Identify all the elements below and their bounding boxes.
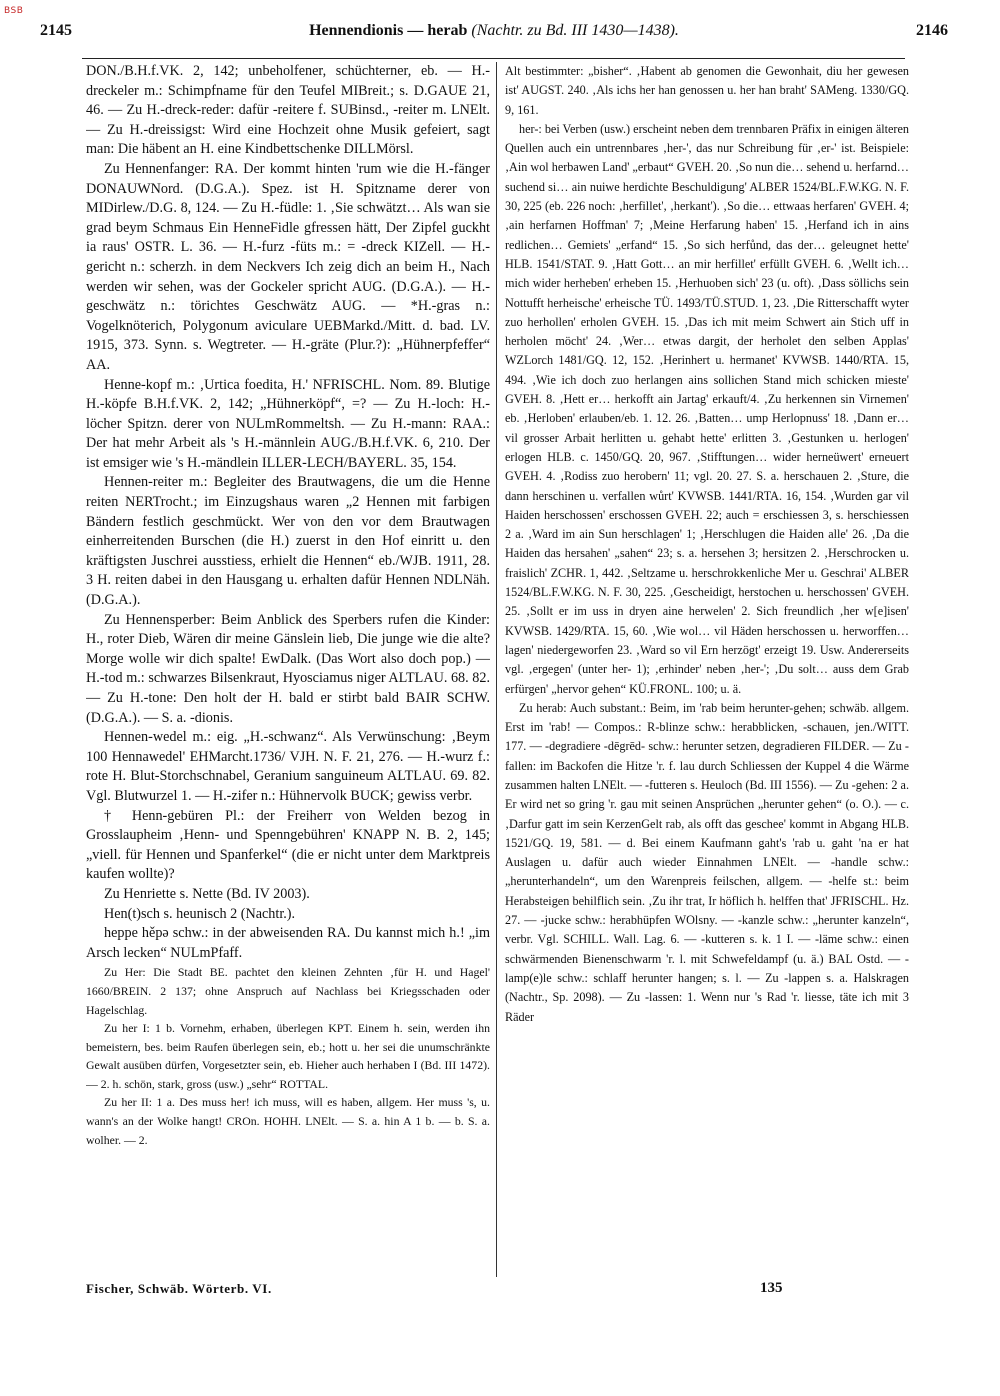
dictionary-entry: DON./B.H.f.VK. 2, 142; unbeholfener, schüchterner, eb. — H.-dreckeler m.: Schimpfname für den Teufel MIBreit.; s. D.GAUE 21, 46. — Zu H.-dreck-reder: dafür -reitere f. SUBinsd., -reiter m. LNElt. — Zu H.-dreissigst: Wird eine Hochzeit ohne Musik gefeiert, sagt man: Die häbent an H. eine Kindbettschenke DILLMörsl. — [86, 63, 490, 158]
dictionary-entry: Henne-kopf m.: ‚Urtica foedita, H.' NFRISCHL. Nom. 89. Blutige H.-köpfe B.H.f.VK. 2, 142; „Hühnerköpf“, =? — Zu H.-loch: H.-löcher Spitzn. derer von NULmRommeltsh. — Zu H.-mann: RAA.: Der hat mehr Arbeit als 's H.-männlein AUG./B.H.f.VK. 6, 210. Der ist emsiger wie 's H.-mändlein ILLER-LECH/BAYERL. 35, 154. — [86, 376, 490, 471]
dictionary-entry: Zu Hennenfanger: RA. Der kommt hinten 'rum wie die H.-fänger DONAUWNord. (D.G.A.). Spez. ist H. Spitzname derer von MIDirlew./D.G. 8, 124. — Zu H.-füdle: 1. ‚Sie schwätzt… Als wan sie grad beym Schmaus Ein HenneFidle gfressen hätt, Der Zipfel guckht ia raus' OSTR. L. 36. — H.-furz -füts m.: = -dreck KIZell. — H.-gericht n.: scherzh. in dem Neckvers Ich zeig dich an beim H., Nach werden wir sehen, was der Gockeler spricht AUG. (D.G.A.). — H.-geschwätz n.: törichtes Geschwätz AUG. — *H.-gras n.: Vogelknöterich, Polygonum aviculare UEBMarkd./Mitt. d. bad. LV. 1915, 373. Synn. s. Wegtreter. — H.-gräte (Plur.?): „Hühnerpfeffer“ AA. — [86, 160, 490, 373]
dictionary-entry: Hennen-wedel m.: eig. „H.-schwanz“. Als Verwünschung: ‚Beym 100 Hennawedel' EHMarcht.1736/ VJH. N. F. 21, 276. — H.-wurz f.: rote H. Blut-Storchschnabel, Geranium sanguineum ALTLAU. 69. 82. Vgl. Blutwurzel 1. — H.-zifer n.: Hühnervolk BUCK; gewiss verbr. — [86, 729, 490, 804]
dictionary-entry: Zu her I: 1 b. Vornehm, erhaben, überlegen KPT. Einem h. sein, werden ihn bemeistern, bes. beim Raufen überlegen sein, eb.; hott u. her sei die unumschränkte Gewalt ausüben dürfen, Vorgesetzter sein, eb. Hieher auch herhaben I (Bd. III 1472). — 2. h. schön, stark, gross (usw.) „sehr“ ROTTAL. — [86, 1021, 490, 1091]
dictionary-entry: Zu Her: Die Stadt BE. pachtet den kleinen Zehnten ‚für H. und Hagel' 1660/BREIN. 2 137; ohne Anspruch auf Nachlass bei Kriegsschaden oder Hagelschlag. — [86, 965, 490, 1017]
page-number-left: 2145 — [40, 22, 72, 39]
page-header — [40, 22, 948, 46]
library-stamp: BSB — [4, 6, 24, 16]
running-title-note: (Nachtr. zu Bd. III 1430—1438). — [471, 22, 679, 39]
footer-publication: Fischer, Schwäb. Wörterb. VI. — [86, 1281, 272, 1296]
dictionary-entry: Hen(t)sch s. heunisch 2 (Nachtr.). — [104, 905, 296, 922]
dictionary-entry: † Henn-gebüren Pl.: der Freiherr von Welden bezog in Grosslaupheim ‚Henn- und Spenngebühren' KNAPP N. B. 2, 145; „viell. für Hennen und Spanferkel“ (die er nicht unter dem Marktpreis kaufen wollte)? — [86, 807, 490, 883]
dictionary-entry: Alt bestimmter: „bisher“. ‚Habent ab genomen die Gewonhait, diu her gewesen ist' AUGST. 240. ‚Als ichs her han genossen u. her han braht' SAMeng. 1330/GQ. 9, 161. — [505, 64, 909, 117]
left-column — [86, 62, 490, 1277]
dictionary-entry: Zu herab: Auch substant.: Beim, im 'rab beim herunter-gehen; schwäb. allgem. Erst im 'rab! — Compos.: R-blinze schw.: herabblicken, -schauen, jen./WITT. 177. — -degradiere -dēgrēd- schw.: herunter setzen, degradieren FILDER. — Zu -fallen: im Backofen die Hitze 'r. f. lau durch Schliessen der Kuppel 4 die Wärme zusammen halten LNElt. — -futteren s. Heuloch (Bd. III 1556). — Zu -gehen: 2 a. Er wird net so gring 'r. gau mit seinen Ansprüchen „herunter gehen“ (o. O.). — c. ‚Darfur gatt im sein KerzenGelt rab, als offt das geschee' kommt in Abgang HLB. 1521/GQ. 19, 581. — d. Bei einem Kaufmann gaht's 'rab u. gaht 'na er hat Auslagen u. dafür auch wieder Einnahmen LNElt. — -handle schw.: „herunterhandeln“, um den Warenpreis feilschen, allgem. — -helfe st.: beim Herabsteigen behilflich sein. ‚Zu ihr trat, Ir höflich h. helffen that' JFRISCHL. Hz. 27. — -jucke schw.: herabhüpfen WOlsny. — -kanzle schw.: „herunter kanzeln“, verbr. Vgl. SCHILL. Wall. Lag. 6. — -kutteren s. k. 1 I. — -läme schw.: einen schwärmenden Bienenschwarm 'r. l. mit Schwefeldampf (u. ä.) BAL Ostd. — -lamp(e)le schw.: schlaff herunter hangen; s. l. — Zu -lappen s. a. Halskragen (Nachtr., Sp. 2098). — Zu -lassen: 1. Wenn nur 's Rad 'r. liesse, täte ich mit 3 Räder — [505, 700, 909, 1024]
column-separator — [496, 62, 497, 1277]
dictionary-entry: heppe hěpə schw.: in der abweisenden RA. Du kannst mich h.! „im Arsch lecken“ NULmPfaff. — [86, 925, 490, 961]
dictionary-entry: Hennen-reiter m.: Begleiter des Brautwagens, die um die Henne reiten NERTrocht.; im Einzugshaus waren „2 Hennen mit farbigen Bändern festlich geschmückt. Wer von den vor dem Brautwagen einherreitenden Burschen (die H.) zuerst in den Hof einritt u. den kräftigsten Juschrei ausstiess, erhielt die Hennen“ eb./WJB. 1911, 28. 3 H. reiten dabei in den Hausgang u. erhalten dafür Hennen NDLNäh. (D.G.A.). — [86, 474, 490, 609]
footer-sheet-number: 135 — [760, 1280, 783, 1296]
right-column — [505, 62, 909, 1277]
dictionary-entry: Zu her II: 1 a. Des muss her! ich muss, will es haben, allgem. Her muss 's, u. wann's an der Wolke hangt! CROn. HOHH. LNElt. — S. a. hin A 1 b. — b. S. a. wolher. — 2. — [86, 1095, 490, 1147]
dictionary-entry: Zu Henriette s. Nette (Bd. IV 2003). — [104, 885, 310, 902]
running-title — [40, 22, 948, 40]
running-title-main: Hennendionis — herab — [309, 22, 468, 39]
header-rule — [82, 58, 905, 59]
page-number-right: 2146 — [916, 22, 948, 39]
dictionary-entry: her-: bei Verben (usw.) erscheint neben dem trennbaren Präfix in einigen älteren Quellen auch ein untrennbares ‚her-', das nur Schreibung für ‚er-' ist. Beispiele: ‚Ain wol herbawen Land' „erbaut“ GVEH. 20. ‚So nun die… sehend u. herfarnd… suchend si… ain nuiwe herdichte Beschuldigung' ALBER 1524/BL.F.W.KG. N. F. 30, 225 (eb. 226 noch: ‚herfillet', ‚herkant'). ‚So die… ettwaas herfaren' GVEH. 4; ‚ain herfarnen Hoffman' 7; ‚Meine Herfarung haben' 15. ‚Herfand ich in ains redlichen… Gemiets' „erfand“ 15. ‚So sich herfůnd, das der… geleugnet hette' HLB. 1541/STAT. 9. ‚Hatt Gott… an mir herfillet' erfüllt GVEH. 6. ‚Wellt ich… mich wider herheben' erheben 15. ‚Herhuoben sich' 23 (u. oft). ‚Dass söllichs sein Nottufft herheische' erheische TÜ. 1493/TÜ.STUD. 1, 23. ‚Die Ritterschafft wyter zuo herhollen' erholen GVEH. 15. ‚Das ich mit meim Schwert ain Stich uff in herholen möcht' 24. ‚Wer… etwas dargit, der herholet den selben Applas' WZLorch 1481/GQ. 12, 152. ‚Herinhert u. hermanet' KVWSB. 1440/RTA. 15, 494. ‚Wie ich doch zuo herlangen ains sollichen Stand mich schicken mieste' GVEH. 8. ‚Hett er… herkofft ain Jartag' erkauft/4. ‚Zu herkennen sin Virnemen' eb. ‚Herloben' erlauben/eb. 1. 12. 26. ‚Batten… ump Herlopnuss' 18. ‚Dann er… vil grosser Arbait herlitten u. gehabt hette' erlitten 3. ‚Gestunken u. herlogen' erlogen HLB. c. 1450/GQ. 20, 967. ‚Stifftungen… wider herneüwert' erneuert GVEH. 4. ‚Rodiss zuo herobern' 11; vgl. 20. 27. S. a. herschauen 2. ‚Sture, die dann herschinen u. verfallen wůrt' KVWSB. 1441/RTA. 16, 154. ‚Wurden gar vil Haiden herschossen' erschossen GVEH. 22; auch = erschiessen 3, s. herschiessen 2 a. ‚Ward im ain Sun herschlagen' 1; ‚Herschlugen die Haiden alle' 26. ‚Da die Haiden das hersahen' „sahen“ 23; s. a. hersehen 3; hersitzen 2. ‚Herschrocken u. fraislich' ZCHR. 1, 442. ‚Seltzame u. herschrokkenliche Mer u. Geschrai' ALBER 1524/BL.F.W.KG. N. F. 30, 225. ‚Gescheidigt, herstochen u. herschossen' GVEH. 25. ‚Sollt er im uss in dryen aine herwelen' 2. Sich freundlich ‚her w[e]isen' KVWSB. 1429/RTA. 15, 60. ‚Wie wol… vil Häden herschossen u. herworffen… lagen' niedergeworfen 23. ‚Ward so vil Ern herzögt' erzeigt 19. Usw. Andererseits vgl. ‚ergegen' (unter her- 1); ‚erhinder' neben ‚her-'; ‚Du solt… auss dem Grab erfürgen' „hervor gehen“ KÜ.FRONL. 100; u. ä. — [505, 121, 909, 696]
dictionary-entry: Zu Hennensperber: Beim Anblick des Sperbers rufen die Kinder: H., roter Dieb, Wären dir meine Gänslein lieb, Die junge wie die alte? Morge wolle wir dich spalte! EwDalk. (Das Wort also doch pop.) — H.-tod m.: schwarzes Bilsenkraut, Hyosciamus niger ALTLAU. 68. 82. — Zu H.-tone: Den holt der H. bald er stirbt bald BAIR SCHW. (D.G.A.). — S. a. -dionis. — [86, 611, 490, 726]
